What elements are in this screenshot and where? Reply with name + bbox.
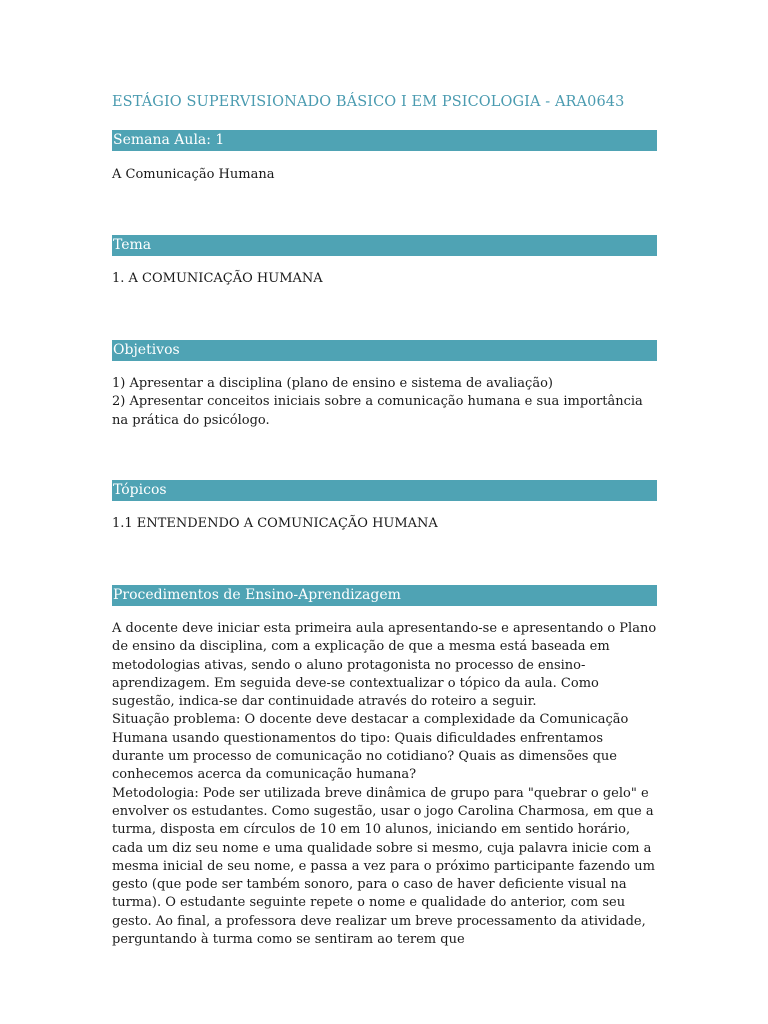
section-header-objetivos: Objetivos <box>112 340 657 361</box>
objetivo-item: 1) Apresentar a disciplina (plano de ensino e sistema de avaliação) <box>112 376 553 391</box>
section-header-topicos: Tópicos <box>112 480 657 501</box>
procedimento-paragraph: A docente deve iniciar esta primeira aula apresentando-se e apresentando o Plano de ensino da disciplina, com a explicação de que a mesma está baseada em metodologias ativas, sendo o aluno protagonista no processo de ensino-aprendizagem. Em seguida deve-se contextualizar o tópico da aula. Como sugestão, indica-se dar continuidade através do roteiro a seguir. <box>112 621 657 710</box>
section-body-topicos: 1.1 ENTENDENDO A COMUNICAÇÃO HUMANA <box>112 516 438 531</box>
section-header-tema: Tema <box>112 235 657 256</box>
document-title: ESTÁGIO SUPERVISIONADO BÁSICO I EM PSICOLOGIA - ARA0643 <box>112 94 625 110</box>
section-header-semana: Semana Aula: 1 <box>112 130 657 151</box>
procedimento-paragraph: Metodologia: Pode ser utilizada breve dinâmica de grupo para "quebrar o gelo" e envolver os estudantes. Como sugestão, usar o jogo Carolina Charmosa, em que a turma, disposta em círculos de 10 em 10 alunos, iniciando em sentido horário, cada um diz seu nome e uma qualidade sobre si mesmo, cuja palavra inicie com a mesma inicial de seu nome, e passa a vez para o próximo participante fazendo um gesto (que pode ser também sonoro, para o caso de haver deficiente visual na turma). O estudante seguinte repete o nome e qualidade do anterior, com seu gesto. Ao final, a professora deve realizar um breve processamento da atividade, perguntando à turma como se sentiram ao terem que <box>112 785 655 948</box>
section-body-procedimentos <box>112 620 657 948</box>
procedimento-paragraph: Situação problema: O docente deve destacar a complexidade da Comunicação Humana usando questionamentos do tipo: Quais dificuldades enfrentamos durante um processo de comunicação no cotidiano? Quais as dimensões que conhecemos acerca da comunicação humana? <box>112 712 629 783</box>
section-body-semana: A Comunicação Humana <box>112 167 275 182</box>
section-header-procedimentos: Procedimentos de Ensino-Aprendizagem <box>112 585 657 606</box>
section-body-tema: 1. A COMUNICAÇÃO HUMANA <box>112 271 323 286</box>
section-body-objetivos <box>112 375 657 430</box>
objetivo-item: 2) Apresentar conceitos iniciais sobre a comunicação humana e sua importância na prática do psicólogo. <box>112 394 643 428</box>
